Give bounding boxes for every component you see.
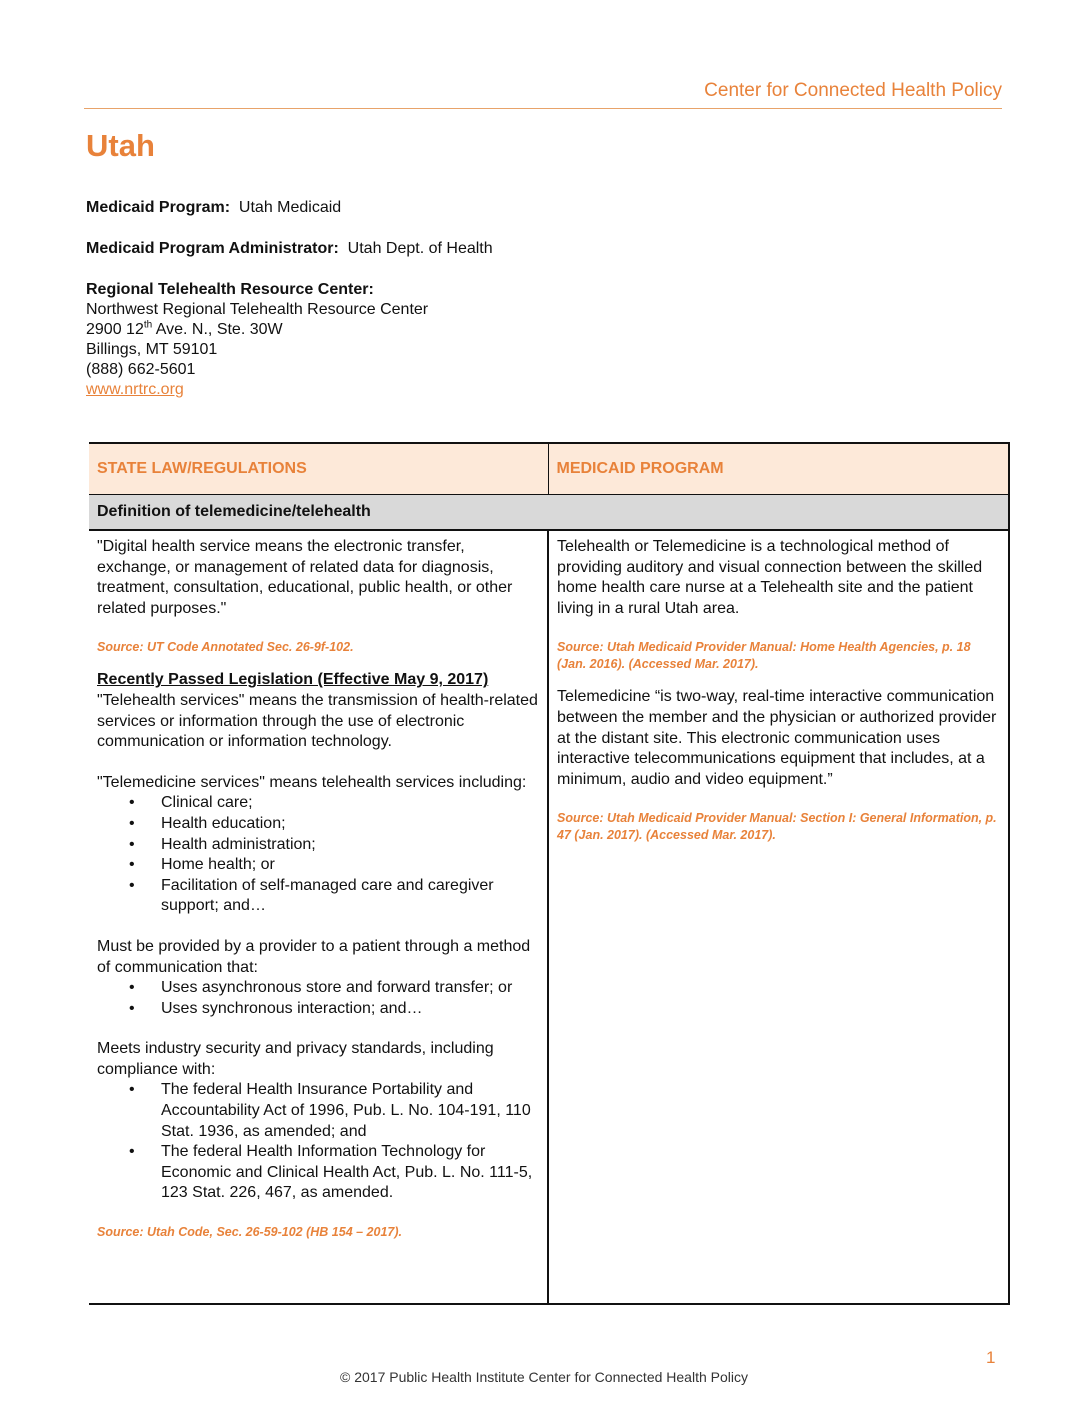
- list-item: • The federal Health Information Technology for Economic and Clinical Health Act, Pub. L. No. 111-5, 123 Stat. 226, 467, as amended.: [97, 1142, 539, 1204]
- compliance-list: [97, 1080, 539, 1204]
- medicaid-cell: [548, 530, 1009, 1304]
- rtrc-block: [86, 280, 428, 400]
- administrator-value: Utah Dept. of Health: [347, 240, 493, 257]
- rtrc-name: Northwest Regional Telehealth Resource Center: [86, 301, 429, 318]
- telehealth-definition: "Telehealth services" means the transmission of health-related services or information through the use of electronic communication or information technology.: [97, 691, 538, 751]
- medicaid-program-line: [86, 198, 341, 218]
- table-header-row: [89, 443, 1009, 495]
- medicaid-program-label: Medicaid Program:: [86, 199, 231, 216]
- source-citation: Source: Utah Medicaid Provider Manual: Section I: General Information, p. 47 (Jan. 2017). (Accessed Mar. 2017).: [557, 811, 997, 843]
- state-law-cell: [89, 530, 548, 1304]
- source-citation: Source: UT Code Annotated Sec. 26-9f-102.: [97, 640, 354, 655]
- source-citation: Source: Utah Code, Sec. 26-59-102 (HB 154 – 2017).: [97, 1225, 402, 1240]
- rtrc-city: Billings, MT 59101: [86, 341, 218, 358]
- rtrc-phone: (888) 662-5601: [86, 361, 196, 378]
- list-item: • Facilitation of self-managed care and caregiver support; and…: [97, 876, 539, 917]
- section-row: [89, 495, 1009, 531]
- footer-copyright: © 2017 Public Health Institute Center for Connected Health Policy: [340, 1369, 748, 1385]
- communication-list: [97, 978, 539, 1019]
- table-row: [89, 530, 1009, 1304]
- policy-table: [89, 442, 1010, 1305]
- header-brand: Center for Connected Health Policy: [704, 80, 1002, 101]
- medicaid-telehealth-definition: Telehealth or Telemedicine is a technological method of providing auditory and visual connection between the skilled home health care nurse at a Telehealth site and the patient living in a rural Utah area.: [557, 538, 983, 617]
- rtrc-address: 2900 12th Ave. N., Ste. 30W: [86, 319, 283, 338]
- medicaid-telemedicine-definition: Telemedicine “is two-way, real-time interactive communication between the member and the physician or authorized provider at the distant site. This electronic communication uses interactive telecommunications equipment that includes, at a minimum, audio and video equipment.”: [557, 688, 997, 788]
- administrator-label: Medicaid Program Administrator:: [86, 240, 339, 257]
- medicaid-program-value: Utah Medicaid: [238, 199, 342, 216]
- rtrc-website-link[interactable]: www.nrtrc.org: [86, 381, 184, 398]
- digital-health-definition: "Digital health service means the electronic transfer, exchange, or management of related data for diagnosis, treatment, consultation, educational, public health, or other related purposes.": [97, 538, 513, 617]
- col-header-medicaid: MEDICAID PROGRAM: [548, 443, 1009, 495]
- list-item: • Uses synchronous interaction; and…: [97, 999, 539, 1020]
- communication-requirement: Must be provided by a provider to a patient through a method of communication that:: [97, 937, 531, 976]
- administrator-line: [86, 239, 493, 259]
- services-list: [97, 793, 539, 917]
- list-item: • Clinical care;: [97, 793, 539, 814]
- list-item: • Home health; or: [97, 855, 539, 876]
- list-item: • Health administration;: [97, 835, 539, 856]
- list-item: • Uses asynchronous store and forward transfer; or: [97, 978, 539, 999]
- page-number: 1: [986, 1348, 996, 1367]
- security-requirement: Meets industry security and privacy standards, including compliance with:: [97, 1040, 494, 1078]
- telemedicine-definition: "Telemedicine services" means telehealth services including:: [97, 773, 527, 791]
- list-item: • Health education;: [97, 814, 539, 835]
- header-divider: [84, 108, 1002, 109]
- section-title: Definition of telemedicine/telehealth: [89, 495, 1009, 531]
- col-header-state-law: STATE LAW/REGULATIONS: [89, 443, 548, 495]
- legislation-heading: Recently Passed Legislation (Effective May 9, 2017): [97, 671, 489, 689]
- list-item: • The federal Health Insurance Portability and Accountability Act of 1996, Pub. L. No. 104-191, 110 Stat. 1936, as amended; and: [97, 1080, 539, 1142]
- source-citation: Source: Utah Medicaid Provider Manual: Home Health Agencies, p. 18 (Jan. 2016). (Accessed Mar. 2017).: [557, 640, 971, 672]
- page-title: Utah: [86, 128, 155, 163]
- rtrc-label: Regional Telehealth Resource Center:: [86, 281, 374, 298]
